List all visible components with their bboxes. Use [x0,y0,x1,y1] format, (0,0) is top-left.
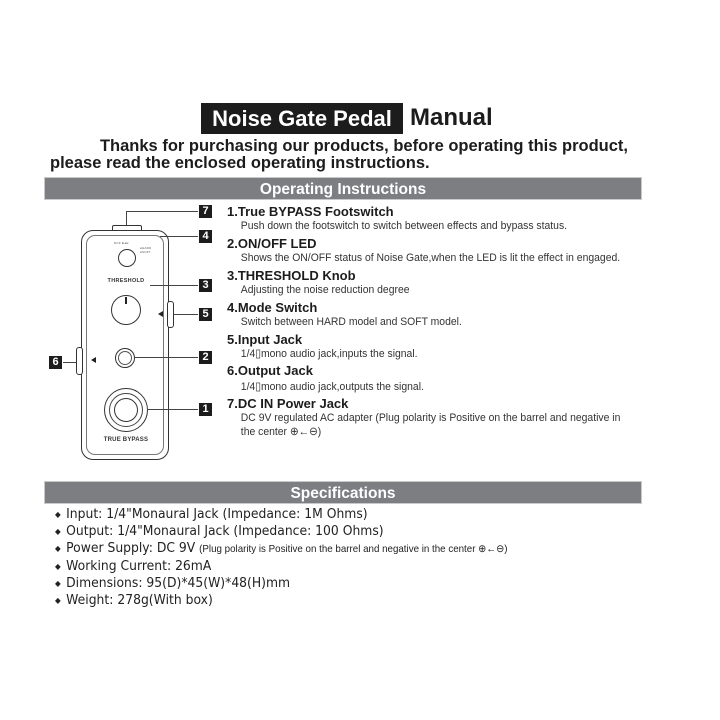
specifications-banner: Specifications [44,481,642,504]
callout-line-3 [150,285,198,286]
instruction-desc: Shows the ON/OFF status of Noise Gate,when the LED is lit the effect in engaged. [240,252,621,264]
callout-line-5 [174,314,198,315]
instruction-title: 2.ON/OFF LED [227,236,317,251]
instruction-desc: Switch between HARD model and SOFT model. [240,316,462,328]
callout-line-2 [135,357,198,358]
intro-text [44,138,644,172]
instruction-item [227,268,677,297]
mode-soft-label: ●SOFT [140,250,151,254]
spec-text: Weight: 278g(With box) [66,593,213,608]
input-arrow-icon [158,311,163,317]
instruction-item [227,204,677,233]
spec-item [55,540,650,558]
instruction-title: 4.Mode Switch [227,300,318,315]
specifications-list [55,506,695,609]
instruction-desc: 1/4▯mono audio jack,inputs the signal. [240,348,418,360]
intro-line-1: Thanks for purchasing our products, before operating this product, [99,137,629,155]
manual-title [201,102,493,134]
spec-text: Output: 1/4"Monaural Jack (Impedance: 100 Ohms) [66,524,384,539]
callout-line-6 [63,362,76,363]
knob-pointer [125,297,127,304]
instruction-title: 7.DC IN Power Jack [227,396,349,411]
footswitch-cap [114,398,138,422]
spec-text: Input: 1/4"Monaural Jack (Impedance: 1M Ohms) [66,507,368,522]
instruction-desc: Push down the footswitch to switch between effects and bypass status. [240,220,568,232]
callout-line-4 [160,236,198,237]
instruction-title: 6.Output Jack [227,363,313,378]
output-arrow-icon [91,357,96,363]
instruction-title: 5.Input Jack [227,332,303,347]
callout-badge-1: 1 [199,403,212,416]
input-jack-icon [167,301,174,328]
instruction-item [227,332,677,361]
true-bypass-label: TRUE BYPASS [103,437,149,443]
spec-note: (Plug polarity is Positive on the barrel and negative in the center ⊕←⊖) [199,543,508,555]
callout-line-7 [126,211,198,212]
callout-line-7-vert [126,211,127,225]
title-highlight: Noise Gate Pedal [201,103,403,134]
spec-item [55,592,650,609]
instructions-list [227,204,677,439]
threshold-knob-icon [111,295,141,325]
instruction-title: 3.THRESHOLD Knob [227,268,356,283]
callout-line-1 [147,409,198,410]
spec-item [55,575,650,592]
spec-text: Power Supply: DC 9V [66,541,200,556]
callout-badge-7: 7 [199,205,212,218]
callout-badge-4: 4 [199,230,212,243]
spec-text: Dimensions: 95(D)*45(W)*48(H)mm [66,576,291,591]
callout-badge-5: 5 [199,308,212,321]
instruction-item [227,300,677,329]
spec-item [55,506,650,523]
mode-hard-label: ●HARD [140,246,152,250]
callout-badge-2: 2 [199,351,212,364]
mode-switch-icon [118,249,136,267]
instruction-desc: DC 9V regulated AC adapter (Plug polarity is Positive on the barrel and negative in the center ⊕←⊖) [240,412,621,438]
instruction-desc: 1/4▯mono audio jack,outputs the signal. [240,381,424,393]
intro-line-2: please read the enclosed operating instructions. [50,154,430,172]
instruction-item [227,396,677,439]
output-jack-icon [76,347,83,375]
instruction-item [227,363,677,394]
spec-text: Working Current: 26mA [66,559,212,574]
callout-badge-6: 6 [49,356,62,369]
dc-label: DC9 ⊕◂⊖ [114,241,129,245]
callout-badge-3: 3 [199,279,212,292]
instruction-desc: Adjusting the noise reduction degree [240,284,410,296]
spec-item [55,523,650,540]
title-rest: Manual [410,104,493,131]
footswitch-icon [104,388,148,432]
threshold-label: THRESHOLD [107,278,145,284]
on-off-led-icon [115,348,135,368]
operating-instructions-banner: Operating Instructions [44,177,642,200]
instruction-item [227,236,677,265]
spec-item [55,558,650,575]
instruction-title: 1.True BYPASS Footswitch [227,204,394,219]
